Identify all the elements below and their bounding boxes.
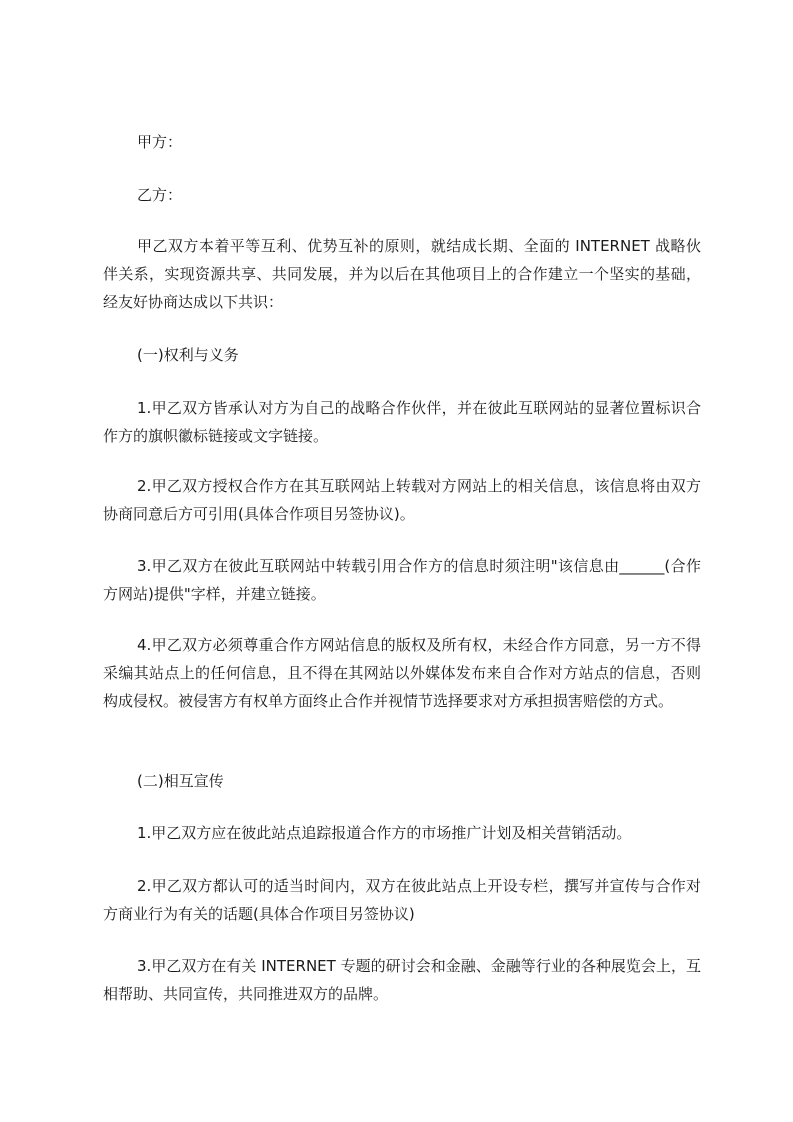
section2-item-3: 3.甲乙双方在有关 INTERNET 专题的研讨会和金融、金融等行业的各种展览会上，互相帮助、共同宣传，共同推进双方的品牌。 <box>103 957 701 1003</box>
section1-item-1: 1.甲乙双方皆承认对方为自己的战略合作伙伴，并在彼此互联网站的显著位置标识合作方的旗帜徽标链接或文字链接。 <box>103 399 701 445</box>
section2-item-2: 2.甲乙双方都认可的适当时间内，双方在彼此站点上开设专栏，撰写并宣传与合作对方商业行为有关的话题(具体合作项目另签协议) <box>103 877 701 923</box>
section1-item-3: 3.甲乙双方在彼此互联网站中转载引用合作方的信息时须注明"该信息由______(合作方网站)提供"字样，并建立链接。 <box>103 557 701 603</box>
party-b-label: 乙方： <box>137 186 183 204</box>
party-a-label: 甲方： <box>137 133 183 151</box>
intro-paragraph: 甲乙双方本着平等互利、优势互补的原则，就结成长期、全面的 INTERNET 战略伙伴关系，实现资源共享、共同发展，并为以后在其他项目上的合作建立一个坚实的基础，经友好协商达成以下共识： <box>103 237 701 311</box>
section2-title: (二)相互宣传 <box>137 772 224 790</box>
section1-title: (一)权利与义务 <box>137 346 239 364</box>
section1-item-4: 4.甲乙双方必须尊重合作方网站信息的版权及所有权，未经合作方同意，另一方不得采编其站点上的任何信息，且不得在其网站以外媒体发布来自合作对方站点的信息，否则构成侵权。被侵害方有权单方面终止合作并视情节选择要求对方承担损害赔偿的方式。 <box>103 636 701 710</box>
section1-item-2: 2.甲乙双方授权合作方在其互联网站上转载对方网站上的相关信息，该信息将由双方协商同意后方可引用(具体合作项目另签协议)。 <box>103 477 701 523</box>
section2-item-1: 1.甲乙双方应在彼此站点追踪报道合作方的市场推广计划及相关营销活动。 <box>137 824 632 842</box>
